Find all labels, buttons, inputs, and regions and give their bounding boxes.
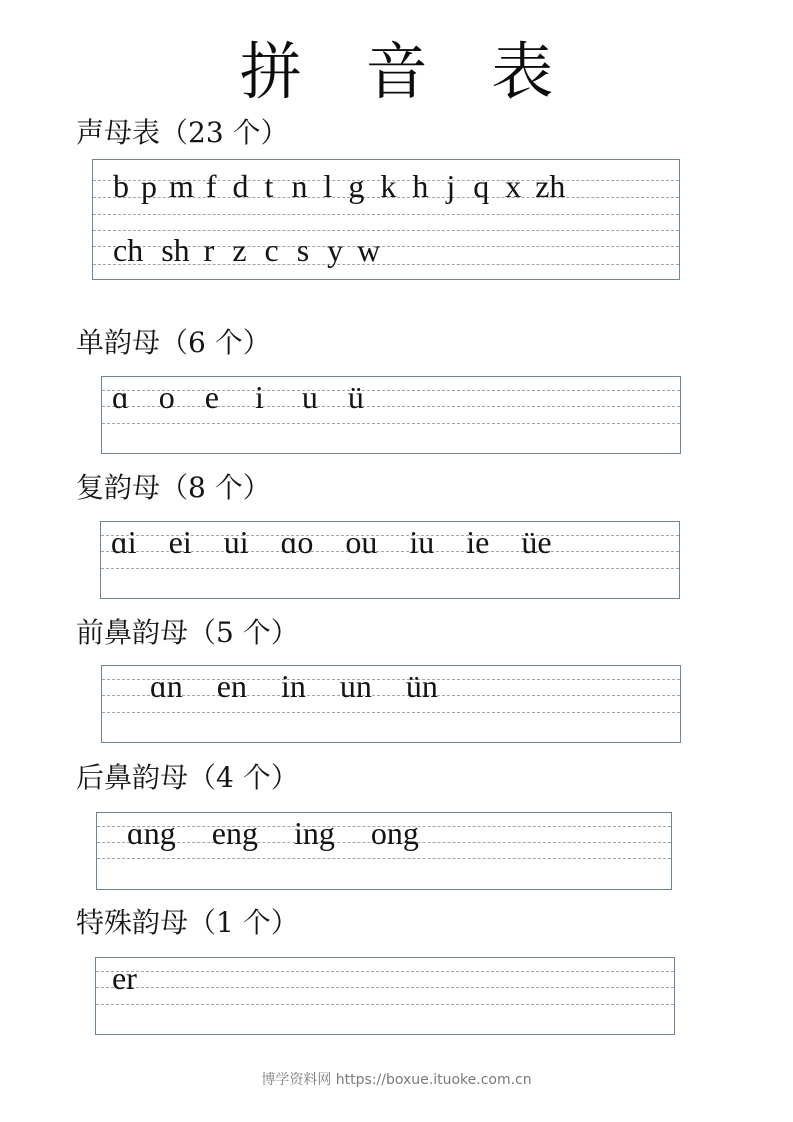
letter-row-back-nasal-finals [97, 815, 671, 851]
pinyin-letter: q [473, 168, 490, 204]
pinyin-letter: eng [211, 815, 258, 851]
grid-box-compound-finals [100, 521, 680, 599]
section-heading-back-nasal-finals: 后鼻韵母（4 个） [76, 761, 299, 794]
grid-box-simple-finals [101, 376, 681, 454]
letter-row-compound-finals [101, 524, 679, 560]
pinyin-letter: ɑng [127, 815, 176, 851]
pinyin-letter: ch [113, 232, 144, 268]
pinyin-letter: t [264, 168, 274, 204]
section-heading-special-finals: 特殊韵母（1 个） [76, 906, 299, 939]
pinyin-letter: k [380, 168, 397, 204]
letter-row-simple-finals [102, 379, 680, 415]
guide-line [97, 858, 671, 859]
guide-line [93, 214, 679, 215]
pinyin-letter: z [232, 232, 247, 268]
pinyin-letter: o [158, 379, 175, 415]
letter-row-front-nasal-finals [102, 668, 680, 704]
pinyin-letter: ün [405, 668, 438, 704]
section-heading-simple-finals: 单韵母（6 个） [76, 326, 271, 359]
pinyin-letter: ei [168, 524, 192, 560]
page-title: 拼 音 表 [239, 35, 576, 108]
section-heading-front-nasal-finals: 前鼻韵母（5 个） [76, 616, 299, 649]
guide-line [93, 230, 679, 231]
pinyin-letter: r [203, 232, 215, 268]
pinyin-letter: iu [409, 524, 435, 560]
pinyin-letter: m [169, 168, 194, 204]
letter-row-initials-1 [93, 168, 679, 204]
pinyin-letter: ing [293, 815, 335, 851]
pinyin-letter: ong [370, 815, 419, 851]
section-heading-compound-finals: 复韵母（8 个） [76, 471, 271, 504]
guide-line [96, 1004, 674, 1005]
pinyin-letter: i [254, 379, 264, 415]
pinyin-letter: un [339, 668, 372, 704]
pinyin-letter: ɑ [112, 379, 129, 415]
pinyin-letter: e [204, 379, 219, 415]
pinyin-letter: n [291, 168, 308, 204]
pinyin-letter: er [112, 960, 137, 996]
pinyin-letter: g [348, 168, 365, 204]
pinyin-letter: üe [521, 524, 552, 560]
pinyin-letter: j [446, 168, 456, 204]
grid-box-back-nasal-finals [96, 812, 672, 890]
pinyin-letter: u [301, 379, 318, 415]
pinyin-letter: ü [347, 379, 364, 415]
section-heading-initials: 声母表（23 个） [76, 116, 289, 149]
pinyin-letter: x [505, 168, 522, 204]
letter-row-initials-2 [93, 232, 679, 268]
guide-line [102, 712, 680, 713]
grid-box-special-finals [95, 957, 675, 1035]
pinyin-letter: sh [161, 232, 190, 268]
grid-box-initials [92, 159, 680, 280]
pinyin-letter: ɑn [150, 668, 183, 704]
letter-row-special-finals [96, 960, 674, 996]
pinyin-letter: f [205, 168, 217, 204]
pinyin-letter: y [327, 232, 344, 268]
pinyin-letter: ɑo [280, 524, 314, 560]
pinyin-letter: h [412, 168, 429, 204]
grid-box-front-nasal-finals [101, 665, 681, 743]
pinyin-letter: ɑi [111, 524, 137, 560]
guide-line [102, 423, 680, 424]
pinyin-letter: b [113, 168, 129, 204]
pinyin-letter: d [232, 168, 249, 204]
pinyin-letter: w [357, 232, 381, 268]
pinyin-letter: c [264, 232, 279, 268]
pinyin-letter: zh [535, 168, 566, 204]
pinyin-letter: p [141, 168, 157, 204]
pinyin-letter: l [323, 168, 333, 204]
pinyin-letter: ui [223, 524, 249, 560]
pinyin-letter: s [296, 232, 310, 268]
pinyin-letter: in [280, 668, 306, 704]
pinyin-letter: ou [345, 524, 378, 560]
pinyin-letter: en [216, 668, 247, 704]
guide-line [101, 568, 679, 569]
pinyin-letter: ie [466, 524, 490, 560]
footer-watermark: 博学资料网 https://boxue.ituoke.com.cn [261, 1072, 532, 1088]
